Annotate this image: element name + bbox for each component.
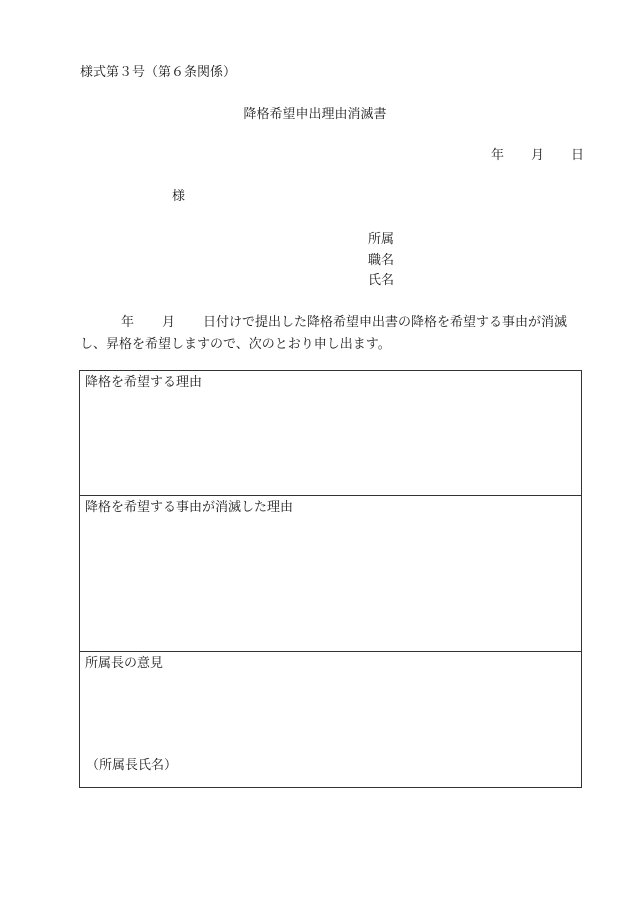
- statement-line-2: し、昇格を希望しますので、次のとおり申し出ます。: [80, 337, 391, 352]
- name-label: 氏名: [368, 273, 395, 288]
- date-month-label: 月: [531, 148, 545, 163]
- statement-month: 月: [162, 315, 176, 330]
- statement-text: [80, 312, 593, 356]
- position-label: 職名: [368, 252, 395, 268]
- statement-year: 年: [121, 315, 135, 330]
- applicant-block: [368, 233, 394, 295]
- extinction-reason-cell[interactable]: [80, 496, 581, 652]
- head-name-note: （所属長氏名）: [86, 758, 178, 773]
- form-table: [79, 370, 582, 788]
- date-line: [491, 149, 584, 162]
- statement-line-1: 日付けで提出した降格希望申出書の降格を希望する事由が消滅: [203, 315, 568, 330]
- reason-label: 降格を希望する理由: [85, 375, 203, 390]
- extinction-reason-label: 降格を希望する事由が消滅した理由: [85, 500, 294, 515]
- document-title: 降格希望申出理由消滅書: [243, 107, 387, 122]
- date-year-label: 年: [491, 148, 505, 163]
- addressee-honorific: 様: [172, 189, 186, 204]
- form-number: 様式第３号（第６条関係）: [80, 65, 237, 80]
- affiliation-label: 所属: [368, 232, 395, 247]
- head-opinion-cell[interactable]: [80, 652, 581, 787]
- date-day-label: 日: [571, 148, 585, 163]
- reason-cell[interactable]: [80, 371, 581, 496]
- head-opinion-label: 所属長の意見: [85, 656, 164, 671]
